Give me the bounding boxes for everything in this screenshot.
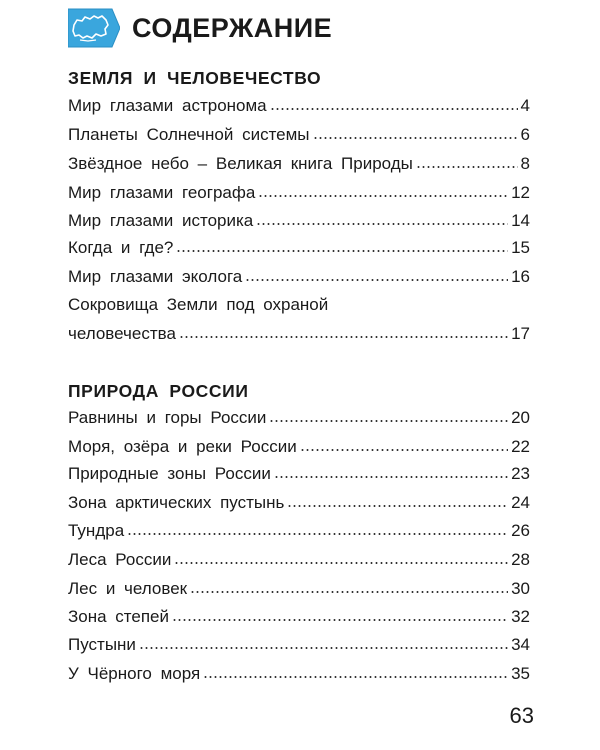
- dot-leader: [270, 108, 518, 110]
- toc-entry-page: 34: [511, 635, 530, 654]
- toc-entry-title: Леса России: [68, 550, 172, 569]
- dot-leader: [274, 476, 508, 478]
- dot-leader: [256, 223, 508, 225]
- dot-leader: [258, 195, 508, 197]
- toc-entry-title: Тундра: [68, 521, 125, 540]
- dot-leader: [313, 137, 518, 139]
- toc-entry-title: Когда и где?: [68, 238, 174, 257]
- toc-entry[interactable]: [68, 123, 530, 147]
- toc-entry-title: Моря, озёра и реки России: [68, 437, 297, 456]
- toc-entry-page: 8: [520, 154, 530, 173]
- toc-entry-page: 12: [511, 183, 530, 202]
- page-title: СОДЕРЖАНИЕ: [132, 13, 333, 43]
- toc-entry-title: Планеты Солнечной системы: [68, 125, 310, 144]
- dot-leader: [174, 562, 508, 564]
- toc-entry[interactable]: [68, 548, 530, 572]
- dot-leader: [127, 533, 508, 535]
- toc-entry-title: Зона арктических пустынь: [68, 493, 285, 512]
- toc-entry[interactable]: [68, 152, 530, 176]
- dot-leader: [416, 166, 518, 168]
- toc-entry-page: 22: [511, 437, 530, 456]
- toc-entry-title: У Чёрного моря: [68, 664, 201, 683]
- toc-entry-page: 6: [520, 125, 530, 144]
- toc-entry-title: Равнины и горы России: [68, 408, 267, 427]
- toc-entry[interactable]: [68, 491, 530, 515]
- toc-entry[interactable]: [68, 633, 530, 657]
- toc-entry-title: Зона степей: [68, 607, 169, 626]
- toc-entry[interactable]: [68, 605, 530, 629]
- toc-entry[interactable]: [68, 519, 530, 543]
- dot-leader: [287, 505, 508, 507]
- toc-entry-page: 30: [511, 579, 530, 598]
- toc-entry[interactable]: [68, 462, 530, 486]
- toc-entry-title: Мир глазами эколога: [68, 267, 243, 286]
- toc-entry-title: Мир глазами географа: [68, 183, 256, 202]
- toc-entry[interactable]: [68, 406, 530, 430]
- toc-entry[interactable]: [68, 94, 530, 118]
- toc-entry-page: 35: [511, 664, 530, 683]
- dot-leader: [179, 336, 508, 338]
- toc-entry-page: 32: [511, 607, 530, 626]
- toc-entry[interactable]: [68, 577, 530, 601]
- dot-leader: [172, 619, 508, 621]
- toc-entry[interactable]: [68, 236, 530, 260]
- toc-entry-title: Звёздное небо – Великая книга Природы: [68, 154, 413, 173]
- toc-entry[interactable]: [68, 662, 530, 686]
- toc-entry-page: 15: [511, 238, 530, 257]
- dot-leader: [139, 647, 508, 649]
- toc-entry-title: Лес и человек: [68, 579, 188, 598]
- toc-entry-page: 24: [511, 493, 530, 512]
- toc-entry-page: 14: [511, 211, 530, 230]
- toc-entry-title: Мир глазами историка: [68, 211, 254, 230]
- dot-leader: [203, 676, 508, 678]
- dot-leader: [269, 420, 508, 422]
- toc-entry-title: человечества: [68, 324, 176, 343]
- toc-entry-page: 16: [511, 267, 530, 286]
- russia-map-flag-icon: [68, 7, 120, 49]
- section-title-earth-and-humanity: ЗЕМЛЯ И ЧЕЛОВЕЧЕСТВО: [68, 68, 322, 88]
- dot-leader: [245, 279, 508, 281]
- dot-leader: [300, 449, 508, 451]
- toc-entry-title-line1[interactable]: Сокровища Земли под охраной: [68, 295, 329, 314]
- dot-leader: [190, 591, 508, 593]
- toc-entry[interactable]: [68, 181, 530, 205]
- toc-entry[interactable]: [68, 322, 530, 346]
- toc-entry-title: Мир глазами астронома: [68, 96, 267, 115]
- toc-entry-page: 17: [511, 324, 530, 343]
- toc-entry-page: 26: [511, 521, 530, 540]
- toc-entry[interactable]: [68, 265, 530, 289]
- toc-entry-page: 28: [511, 550, 530, 569]
- section-title-nature-of-russia: ПРИРОДА РОССИИ: [68, 381, 249, 401]
- toc-entry-title: Природные зоны России: [68, 464, 271, 483]
- page-number: 63: [509, 703, 534, 728]
- toc-entry[interactable]: [68, 209, 530, 233]
- toc-entry-page: 4: [520, 96, 530, 115]
- toc-entry[interactable]: [68, 435, 530, 459]
- toc-entry-page: 23: [511, 464, 530, 483]
- toc-entry-page: 20: [511, 408, 530, 427]
- toc-entry-title: Пустыни: [68, 635, 136, 654]
- dot-leader: [176, 250, 508, 252]
